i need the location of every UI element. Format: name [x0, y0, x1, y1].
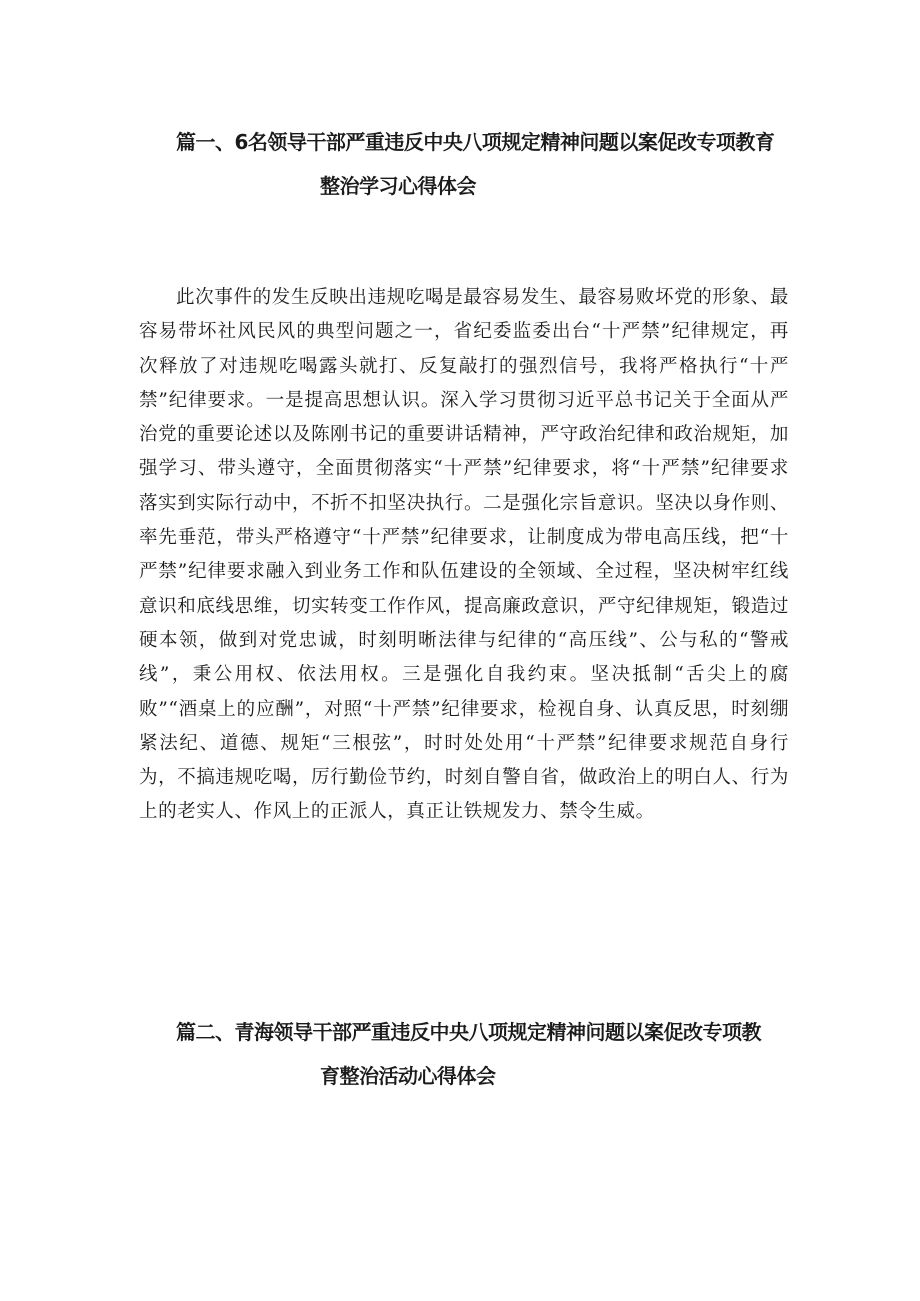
section-heading-2-line-2: 育整治活动心得体会 — [320, 1064, 496, 1088]
section-heading-1-line-1: 篇一、6名领导干部严重违反中央八项规定精神问题以案促改专项教育 — [176, 130, 775, 154]
section-heading-1 — [140, 120, 800, 208]
body-paragraph: 此次事件的发生反映出违规吃喝是最容易发生、最容易败坏党的形象、最容易带坏社风民风的典型问题之一，省纪委监委出台“十严禁”纪律规定，再次释放了对违规吃喝露头就打、反复敲打的强烈信号，我将严格执行“十严禁”纪律要求。一是提高思想认识。深入学习贯彻习近平总书记关于全面从严治党的重要论述以及陈刚书记的重要讲话精神，严守政治纪律和政治规矩，加强学习、带头遵守，全面贯彻落实“十严禁”纪律要求，将“十严禁”纪律要求落实到实际行动中，不折不扣坚决执行。二是强化宗旨意识。坚决以身作则、率先垂范，带头严格遵守“十严禁”纪律要求，让制度成为带电高压线，把“十严禁”纪律要求融入到业务工作和队伍建设的全领域、全过程，坚决树牢红线意识和底线思维，切实转变工作作风，提高廉政意识，严守纪律规矩，锻造过硬本领，做到对党忠诚，时刻明晰法律与纪律的“高压线”、公与私的“警戒线”，秉公用权、依法用权。三是强化自我约束。坚决抵制“舌尖上的腐败”“酒桌上的应酬”，对照“十严禁”纪律要求，检视自身、认真反思，时刻绷紧法纪、道德、规矩“三根弦”，时时处处用“十严禁”纪律要求规范自身行为，不搞违规吃喝，厉行勤俭节约，时刻自警自省，做政治上的明白人、行为上的老实人、作风上的正派人，真正让铁规发力、禁令生威。 — [139, 287, 789, 823]
section-heading-2 — [140, 1010, 800, 1098]
section-heading-1-line-2: 整治学习心得体会 — [320, 174, 476, 198]
section-heading-2-line-1: 篇二、青海领导干部严重违反中央八项规定精神问题以案促改专项教 — [176, 1020, 761, 1044]
